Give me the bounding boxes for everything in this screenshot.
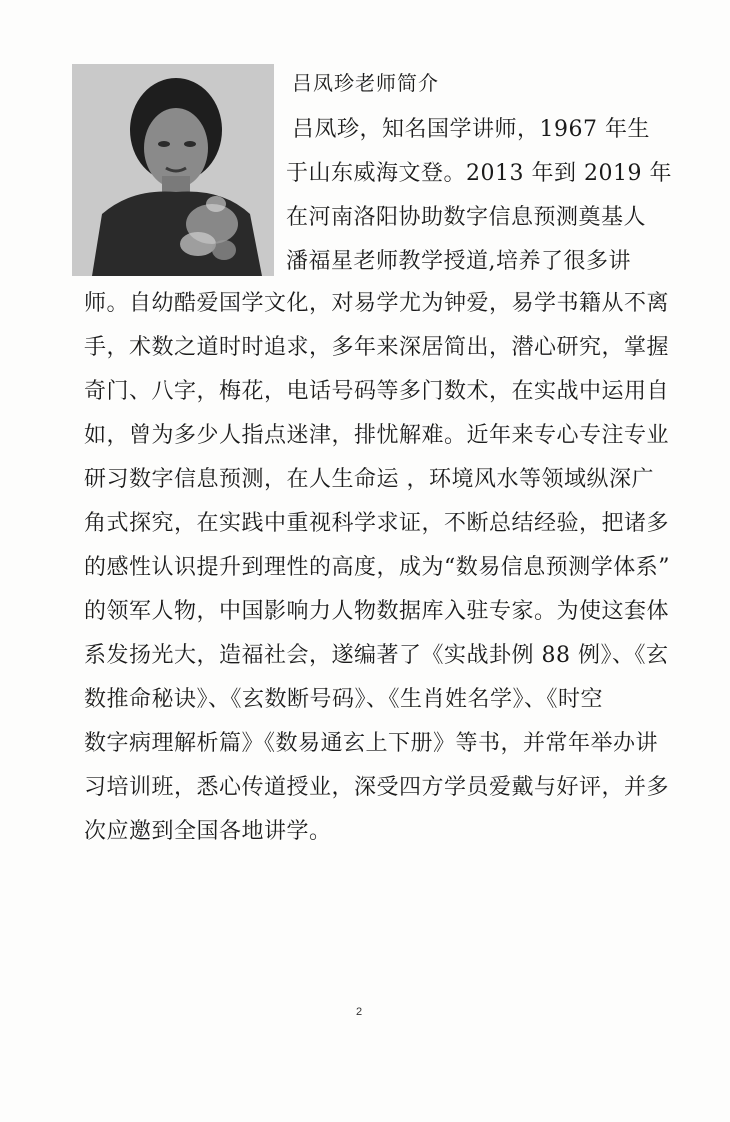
- text-line: 的领军人物，中国影响力人物数据库入驻专家。为使这套体: [84, 599, 670, 624]
- text-line: 习培训班，悉心传道授业，深受四方学员爱戴与好评，并多: [84, 775, 670, 800]
- text-line: 师。自幼酷爱国学文化，对易学尤为钟爱，易学书籍从不离: [84, 291, 670, 316]
- text-line: 次应邀到全国各地讲学。: [84, 819, 332, 844]
- text-line: 角式探究，在实践中重视科学求证，不断总结经验，把诸多: [84, 511, 670, 536]
- text-line: 数推命秘诀》、《玄数断号码》、《生肖姓名学》、《时空: [84, 687, 604, 712]
- text-line: 系发扬光大，造福社会，遂编著了《实战卦例 88 例》、《玄: [84, 643, 669, 668]
- text-line: 吕凤珍，知名国学讲师，1967 年生: [292, 117, 650, 142]
- text-line: 在河南洛阳协助数字信息预测奠基人: [286, 205, 647, 230]
- text-line: 如，曾为多少人指点迷津，排忧解难。近年来专心专注专业: [84, 423, 670, 448]
- page-number: 2: [356, 1006, 363, 1018]
- text-line: 的感性认识提升到理性的高度，成为“数易信息预测学体系”: [84, 555, 670, 580]
- text-line: 数字病理解析篇》《数易通玄上下册》等书，并常年举办讲: [84, 731, 659, 756]
- text-line: 于山东威海文登。2013 年到 2019 年: [286, 161, 672, 186]
- text-line: 手，术数之道时时追求，多年来深居简出，潜心研究，掌握: [84, 335, 670, 360]
- portrait-photo: [72, 64, 274, 276]
- page-title: 吕凤珍老师简介: [292, 71, 439, 95]
- text-line: 研习数字信息预测，在人生命运 ，环境风水等领域纵深广: [84, 467, 654, 492]
- text-line: 奇门、八字，梅花，电话号码等多门数术，在实战中运用自: [84, 379, 670, 404]
- text-line: 潘福星老师教学授道,培养了很多讲: [286, 249, 631, 274]
- portrait-image: [72, 64, 274, 276]
